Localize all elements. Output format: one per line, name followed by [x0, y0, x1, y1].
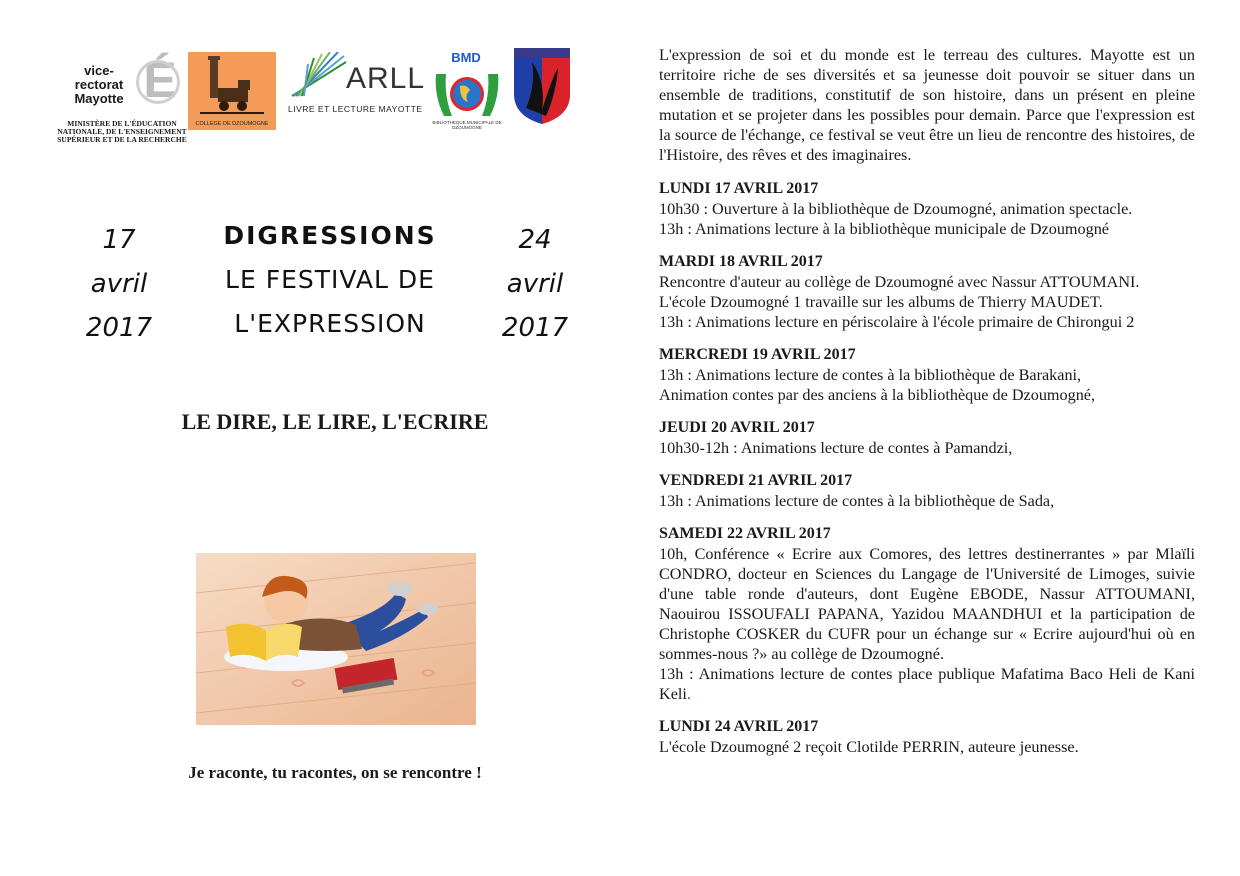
festival-tagline: Je raconte, tu racontes, on se rencontre !	[188, 763, 482, 782]
program-column	[659, 45, 1195, 770]
event-line: Rencontre d'auteur au collège de Dzoumogné avec Nassur ATTOUMANI.	[659, 273, 1140, 291]
bmd-caption: BIBLIOTHEQUE MUNICIPALE DE DZOUMOGNE	[432, 120, 502, 130]
event-line: L'école Dzoumogné 1 travaille sur les albums de Thierry MAUDET.	[659, 293, 1103, 311]
event-line: 13h : Animations lecture à la bibliothèque municipale de Dzoumogné	[659, 220, 1109, 238]
start-day: 17	[102, 225, 136, 255]
event-line: 13h : Animations lecture de contes à la bibliothèque de Barakani,	[659, 366, 1082, 384]
municipal-shield-icon	[512, 48, 572, 124]
day-heading: MERCREDI 19 AVRIL 2017	[659, 346, 856, 363]
festival-motto: LE DIRE, LE LIRE, L'ECRIRE	[181, 409, 489, 434]
open-book-rays-icon	[288, 52, 348, 102]
program-day-5	[659, 471, 1195, 511]
event-line-text: 13h : Animations lecture de contes place publique Mafatima Baco Heli de Kani Keli	[659, 665, 1195, 703]
marianne-e-icon: É	[138, 54, 182, 106]
event-line: 13h : Animations lecture de contes à la bibliothèque de Sada,	[659, 492, 1055, 510]
reading-child-illustration	[196, 553, 476, 725]
event-line: 10h30 : Ouverture à la bibliothèque de Dzoumogné, animation spectacle.	[659, 200, 1133, 218]
event-line: 10h30-12h : Animations lecture de contes à Pamandzi,	[659, 439, 1013, 457]
day-heading: LUNDI 17 AVRIL 2017	[659, 180, 819, 197]
event-paragraph: 10h, Conférence « Ecrire aux Comores, des lettres destinerrantes » par Mlaïli CONDRO, docteur en Sciences du Langage de l'Université de Limoges, suivie d'une table ronde d'auteurs, dont Eugène EBODE, Nassur ATTOUMANI, Naouirou ISSOUFALI PAPANA, Yazidou MAANDHUI et la participation de Christophe COSKER du CUFR pour un échange sur « Ecrire aujourd'hui où en sommes-nous ?» au collège de Dzoumogné.	[659, 545, 1195, 663]
college-logo	[188, 52, 276, 130]
event-line: 13h : Animations lecture en périscolaire à l'école primaire de Chirongui 2	[659, 313, 1135, 331]
start-month: avril	[90, 269, 148, 299]
college-caption: COLLEGE DE DZOUMOGNE	[195, 121, 269, 127]
day-heading: MARDI 18 AVRIL 2017	[659, 253, 823, 270]
end-day: 24	[518, 225, 552, 255]
trailing-mark: .	[686, 685, 691, 703]
partner-logos	[57, 44, 600, 154]
steam-locomotive-icon	[188, 52, 276, 122]
municipal-crest	[512, 48, 572, 124]
day-heading: VENDREDI 21 AVRIL 2017	[659, 472, 853, 489]
program-day-6	[659, 524, 1195, 704]
arll-subtitle: LIVRE ET LECTURE MAYOTTE	[288, 104, 423, 114]
bmd-wordmark: BMD	[451, 50, 481, 65]
event-line: Animation contes par des anciens à la bibliothèque de Dzoumogné,	[659, 386, 1096, 404]
child-reading-book-icon	[196, 553, 476, 725]
globe-book-icon	[432, 66, 502, 122]
event-line: L'école Dzoumogné 2 reçoit Clotilde PERRIN, auteure jeunesse.	[659, 738, 1079, 756]
festival-title	[180, 214, 480, 346]
program-day-3	[659, 345, 1195, 405]
end-month: avril	[506, 269, 564, 299]
festival-title-line2: LE FESTIVAL DE	[225, 265, 435, 294]
vice-rectorat-title: vice-rectorat Mayotte	[74, 63, 124, 106]
vice-rectorat-logo	[57, 50, 187, 150]
day-heading: LUNDI 24 AVRIL 2017	[659, 718, 819, 735]
end-date	[490, 218, 580, 350]
festival-title-line3: L'EXPRESSION	[234, 309, 426, 338]
end-year: 2017	[501, 313, 569, 343]
arll-logo	[288, 48, 426, 118]
start-year: 2017	[85, 313, 153, 343]
program-day-7	[659, 717, 1195, 757]
day-heading: JEUDI 20 AVRIL 2017	[659, 419, 815, 436]
intro-paragraph: L'expression de soi et du monde est le terreau des cultures. Mayotte est un territoire riche de ses diversités et sa jeunesse doit pouvoir se situer dans un ensemble de traditions, constitutif de son histoire, dans un présent en pleine mutation et se projeter dans les possibles pour demain. Parce que l'expression est la source de l'échange, ce festival se veut être un lieu de rencontre des histoires, de l'Histoire, des rêves et des imaginaires.	[659, 46, 1195, 164]
program-day-2	[659, 252, 1195, 332]
day-heading: SAMEDI 22 AVRIL 2017	[659, 525, 831, 542]
start-date	[74, 218, 164, 350]
program-day-4	[659, 418, 1195, 458]
arll-wordmark: ARLL	[346, 62, 426, 95]
program-day-1	[659, 179, 1195, 239]
bmd-logo	[432, 50, 502, 134]
festival-title-line1: DIGRESSIONS	[223, 221, 437, 250]
ministry-caption: MINISTÈRE DE L'ÉDUCATION NATIONALE, DE L'ENSEIGNEMENT SUPÉRIEUR ET DE LA RECHERCHE	[57, 119, 187, 144]
event-line	[659, 664, 1195, 704]
